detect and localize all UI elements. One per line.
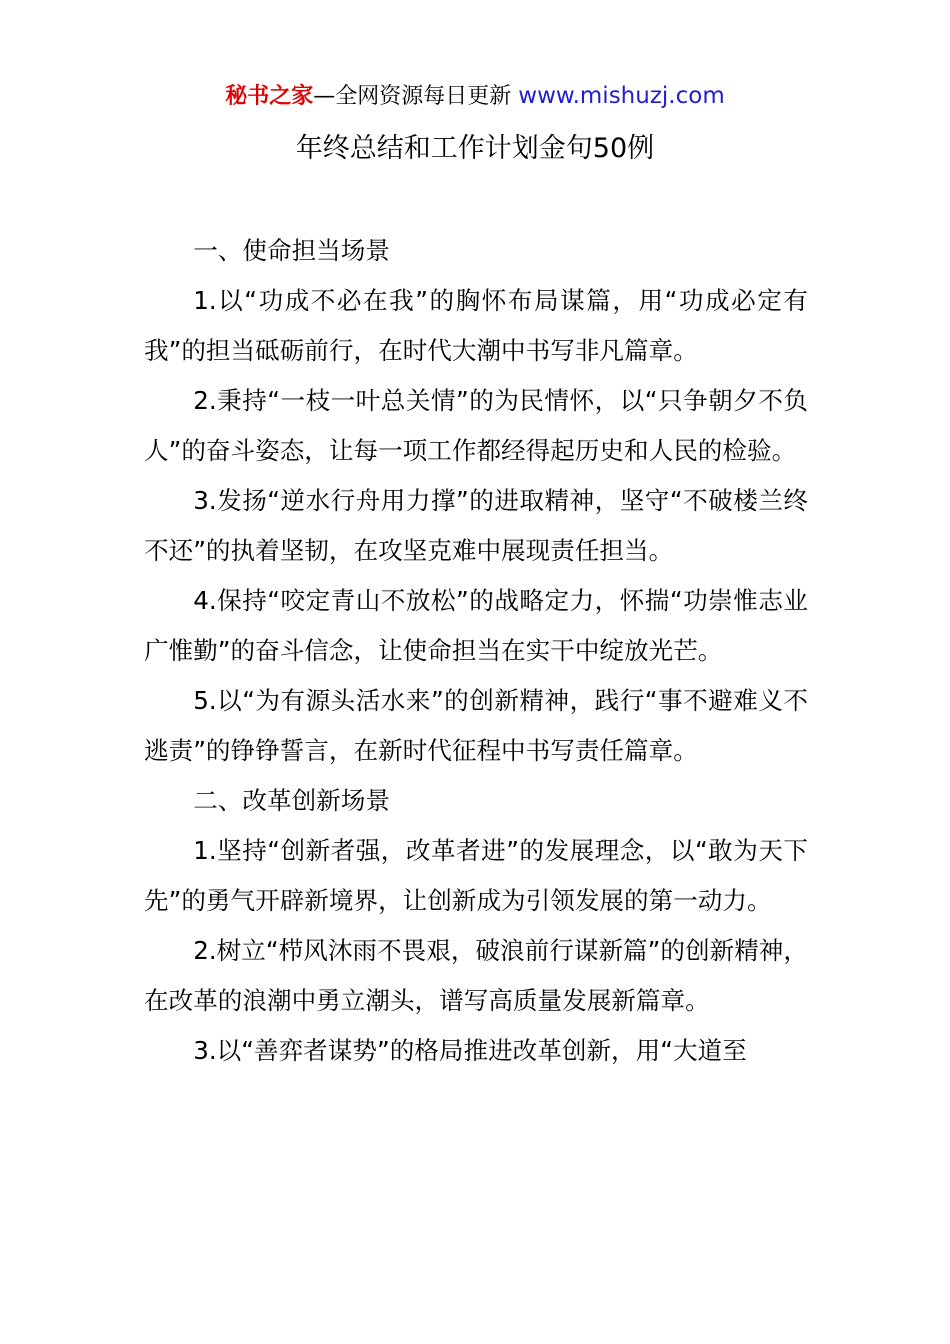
document-body xyxy=(144,226,808,1076)
site-tagline: —全网资源每日更新 xyxy=(313,84,519,109)
paragraph: 1.以“功成不必在我”的胸怀布局谋篇，用“功成必定有我”的担当砥砺前行，在时代大潮中书写非凡篇章。 xyxy=(144,286,808,365)
paragraph: 5.以“为有源头活水来”的创新精神，践行“事不避难义不逃责”的铮铮誓言，在新时代征程中书写责任篇章。 xyxy=(144,686,808,765)
site-header xyxy=(0,80,950,113)
site-brand: 秘书之家 xyxy=(225,84,314,109)
paragraph: 4.保持“咬定青山不放松”的战略定力，怀揣“功崇惟志业广惟勤”的奋斗信念，让使命担当在实干中绽放光芒。 xyxy=(144,586,808,665)
paragraph: 3.以“善弈者谋势”的格局推进改革创新，用“大道至 xyxy=(193,1036,747,1065)
paragraph: 1.坚持“创新者强，改革者进”的发展理念，以“敢为天下先”的勇气开辟新境界，让创新成为引领发展的第一动力。 xyxy=(144,836,808,915)
paragraph: 2.树立“栉风沐雨不畏艰，破浪前行谋新篇”的创新精神，在改革的浪潮中勇立潮头，谱写高质量发展新篇章。 xyxy=(144,936,808,1015)
section-heading: 一、使命担当场景 xyxy=(193,236,390,265)
site-url[interactable]: www.mishuzj.com xyxy=(518,83,725,109)
document-title: 年终总结和工作计划金句50例 xyxy=(295,133,655,164)
paragraph: 3.发扬“逆水行舟用力撑”的进取精神，坚守“不破楼兰终不还”的执着坚韧，在攻坚克难中展现责任担当。 xyxy=(144,486,808,565)
paragraph: 2.秉持“一枝一叶总关情”的为民情怀，以“只争朝夕不负人”的奋斗姿态，让每一项工作都经得起历史和人民的检验。 xyxy=(144,386,808,465)
section-heading: 二、改革创新场景 xyxy=(193,786,390,815)
